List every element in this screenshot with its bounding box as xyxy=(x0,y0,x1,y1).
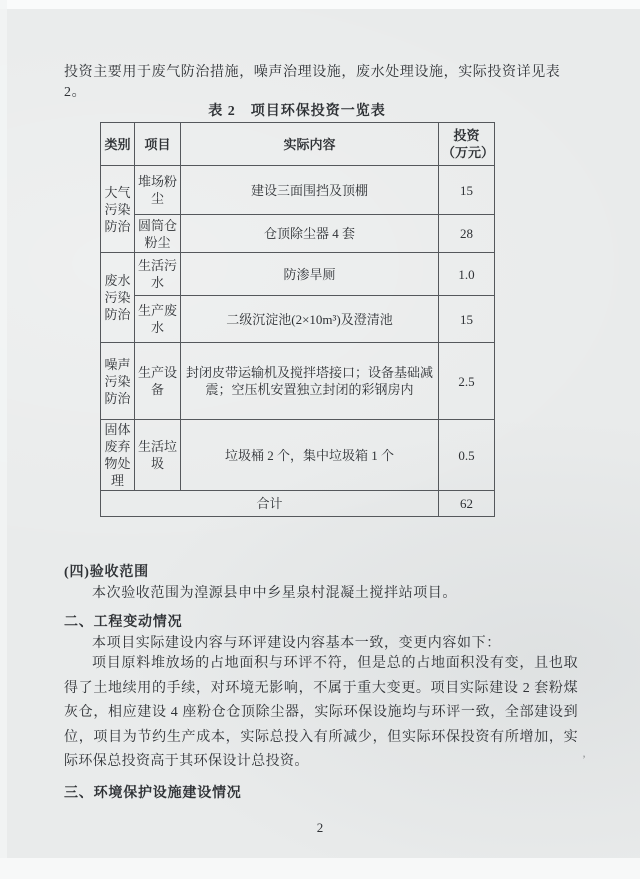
table-title: 表 2 项目环保投资一览表 xyxy=(208,104,386,119)
cell-category-air: 大气污染防治 xyxy=(101,166,135,253)
total-label: 合计 xyxy=(101,491,439,517)
cell-item: 生活垃圾 xyxy=(135,420,181,491)
cell-investment: 0.5 xyxy=(439,420,495,491)
cell-content: 建设三面围挡及顶棚 xyxy=(181,166,439,215)
cell-investment: 28 xyxy=(439,215,495,253)
table-total-row xyxy=(101,491,495,517)
table-row xyxy=(101,420,495,491)
section-heading-facilities: 三、环境保护设施建设情况 xyxy=(64,786,242,801)
cell-investment: 15 xyxy=(439,296,495,343)
header-content: 实际内容 xyxy=(181,123,439,166)
header-investment xyxy=(439,123,495,166)
table-row xyxy=(101,253,495,296)
cell-investment: 15 xyxy=(439,166,495,215)
table-row xyxy=(101,343,495,420)
header-investment-line1: 投资 xyxy=(453,128,480,143)
section-heading-changes: 二、工程变动情况 xyxy=(64,615,183,630)
cell-content: 封闭皮带运输机及搅拌塔接口；设备基础减震；空压机安置独立封闭的彩钢房内 xyxy=(181,343,439,420)
table-row xyxy=(101,296,495,343)
cell-category-noise: 噪声污染防治 xyxy=(101,343,135,420)
cell-content: 防渗旱厕 xyxy=(181,253,439,296)
cell-investment: 1.0 xyxy=(439,253,495,296)
section-paragraph-changes: 项目原料堆放场的占地面积与环评不符，但是总的占地面积没有变，且也取得了土地续用的手续，对环境无影响，不属于重大变更。项目实际建设 2 套粉煤灰仓，相应建设 4 座粉仓仓顶除尘器，实际环保设施均与环评一致，全部建设到位，项目为节约生产成本，实际总投入有所减少，但实际环保投资有所增加，实际环保总投资高于其环保设计总投资。 xyxy=(64,656,578,769)
cell-content: 垃圾桶 2 个，集中垃圾箱 1 个 xyxy=(181,420,439,491)
cell-item: 堆场粉尘 xyxy=(135,166,181,215)
cell-item: 生产设备 xyxy=(135,343,181,420)
total-value: 62 xyxy=(439,491,495,517)
cell-content: 二级沉淀池(2×10m³)及澄清池 xyxy=(181,296,439,343)
cell-investment: 2.5 xyxy=(439,343,495,420)
section-heading-scope: (四)验收范围 xyxy=(64,565,149,580)
header-item: 项目 xyxy=(135,123,181,166)
scan-edge-top xyxy=(0,0,640,9)
scan-artifact-mark: ’ xyxy=(582,752,586,766)
table-row xyxy=(101,166,495,215)
scan-edge-left xyxy=(0,0,7,879)
intro-paragraph: 投资主要用于废气防治措施，噪声治理设施，废水处理设施，实际投资详见表 2。 xyxy=(64,65,561,100)
cell-item: 圆筒仓粉尘 xyxy=(135,215,181,253)
cell-item: 生活污水 xyxy=(135,253,181,296)
table-row xyxy=(101,215,495,253)
investment-table xyxy=(100,122,495,517)
page-number: 2 xyxy=(316,820,324,835)
header-category: 类别 xyxy=(101,123,135,166)
cell-content: 仓顶除尘器 4 套 xyxy=(181,215,439,253)
cell-item: 生产废水 xyxy=(135,296,181,343)
cell-category-wastewater: 废水污染防治 xyxy=(101,253,135,343)
scan-edge-bottom xyxy=(0,858,640,879)
cell-category-solidwaste: 固体废弃物处理 xyxy=(101,420,135,491)
section-body-scope: 本次验收范围为湟源县申中乡星泉村混凝土搅拌站项目。 xyxy=(92,586,457,601)
header-investment-line2: （万元） xyxy=(442,145,495,160)
section-body-changes-intro: 本项目实际建设内容与环评建设内容基本一致，变更内容如下： xyxy=(92,636,501,651)
